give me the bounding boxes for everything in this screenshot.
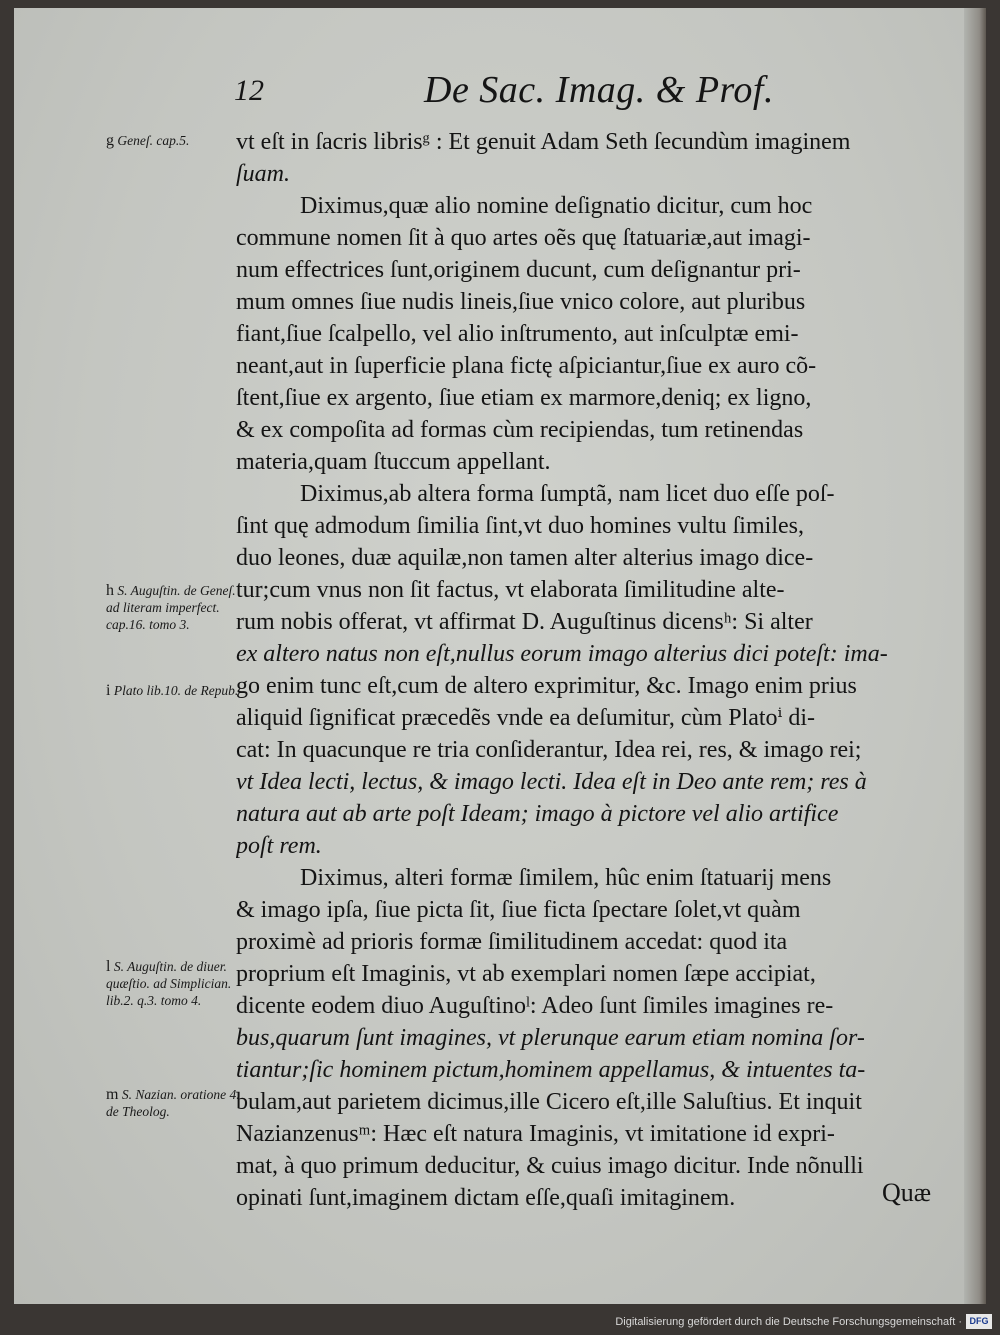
- text-line: proximè ad prioris formæ ſimilitudinem accedat: quod ita: [236, 929, 788, 955]
- text-line: ex altero natus non eſt,nullus eorum imago alterius dici poteſt: ima-: [236, 641, 888, 667]
- text-line: Diximus,quæ alio nomine deſignatio dicitur, cum hoc: [300, 193, 813, 219]
- text-line: proprium eſt Imaginis, vt ab exemplari nomen ſæpe accipiat,: [236, 961, 816, 987]
- catchword: Quæ: [882, 1178, 932, 1207]
- page-edge: [964, 8, 986, 1304]
- text-line: ſuam.: [236, 161, 290, 187]
- text-line: Diximus, alteri formæ ſimilem, hûc enim ſtatuarij mens: [300, 865, 832, 891]
- text-line: commune nomen ſit à quo artes oẽs quę ſtatuariæ,aut imagi-: [236, 225, 811, 251]
- body-text: [236, 126, 948, 1214]
- running-title: De Sac. Imag. & Prof.: [424, 69, 774, 111]
- text-line: vt eſt in ſacris librisᵍ : Et genuit Adam Seth ſecundùm imaginem: [236, 129, 851, 155]
- margin-note-l: l S. Auguſtin. de diuer. quæſtio. ad Simplician. lib.2. q.3. tomo 4.: [106, 958, 232, 1008]
- text-line: tur;cum vnus non ſit factus, vt elaborata ſimilitudine alte-: [236, 577, 785, 603]
- text-line: & imago ipſa, ſiue picta ſit, ſiue ficta ſpectare ſolet,vt quàm: [236, 897, 801, 923]
- text-line: bus,quarum ſunt imagines, vt plerunque earum etiam nomina ſor-: [236, 1025, 865, 1051]
- text-line: materia,quam ſtuccum appellant.: [236, 449, 551, 475]
- book-page: [14, 8, 986, 1304]
- text-line: ſtent,ſiue ex argento, ſiue etiam ex marmore,deniq; ex ligno,: [236, 385, 812, 411]
- dfg-logo: DFG: [966, 1314, 992, 1329]
- text-line: rum nobis offerat, vt affirmat D. Auguſtinus dicensʰ: Si alter: [236, 609, 813, 635]
- margin-note-g: g Geneſ. cap.5.: [106, 132, 190, 149]
- digitization-footer: [0, 1310, 1000, 1335]
- margin-note-i: i Plato lib.10. de Repub.: [106, 682, 239, 699]
- text-line: mat, à quo primum deducitur, & cuius imago dicitur. Inde nõnulli: [236, 1153, 864, 1179]
- text-line: natura aut ab arte poſt Ideam; imago à pictore vel alio artifice: [236, 801, 839, 827]
- text-line: dicente eodem diuo Auguſtinoˡ: Adeo ſunt ſimiles imagines re-: [236, 993, 834, 1019]
- text-line: opinati ſunt,imaginem dictam eſſe,quaſi imitaginem.: [236, 1185, 736, 1211]
- text-line: bulam,aut parietem dicimus,ille Cicero eſt,ille Saluſtius. Et inquit: [236, 1089, 862, 1115]
- page-header: [234, 68, 954, 120]
- margin-note-h: h S. Auguſtin. de Geneſ. ad literam imperfect. cap.16. tomo 3.: [106, 582, 236, 632]
- text-line: vt Idea lecti, lectus, & imago lecti. Idea eſt in Deo ante rem; res à: [236, 769, 867, 795]
- text-line: Diximus,ab altera forma ſumptã, nam licet duo eſſe poſ-: [300, 481, 835, 507]
- margin-note-m: m S. Nazian. oratione 4. de Theolog.: [106, 1086, 240, 1119]
- text-line: tiantur;ſic hominem pictum,hominem appellamus, & intuentes ta-: [236, 1057, 866, 1083]
- text-line: neant,aut in ſuperficie plana fictę aſpiciantur,ſiue ex auro cõ-: [236, 353, 817, 379]
- text-line: & ex compoſita ad formas cùm recipiendas, tum retinendas: [236, 417, 804, 443]
- text-line: mum omnes ſiue nudis lineis,ſiue vnico colore, aut pluribus: [236, 289, 806, 315]
- page-number: 12: [234, 74, 264, 107]
- text-line: aliquid ſignificat præcedẽs vnde ea deſumitur, cùm Platoⁱ di-: [236, 705, 816, 731]
- footer-credit: Digitalisierung gefördert durch die Deutsche Forschungsgemeinschaft ·: [615, 1316, 962, 1328]
- text-line: Nazianzenusᵐ: Hæc eſt natura Imaginis, vt imitatione id expri-: [236, 1121, 835, 1147]
- text-line: cat: In quacunque re tria conſiderantur, Idea rei, res, & imago rei;: [236, 737, 862, 763]
- text-line: go enim tunc eſt,cum de altero exprimitur, &c. Imago enim prius: [236, 673, 857, 699]
- text-line: num effectrices ſunt,originem ducunt, cum deſignantur pri-: [236, 257, 801, 283]
- text-line: ſint quę admodum ſimilia ſint,vt duo homines vultu ſimiles,: [236, 513, 804, 539]
- text-line: fiant,ſiue ſcalpello, vel alio inſtrumento, aut inſculptæ emi-: [236, 321, 799, 347]
- text-line: poſt rem.: [236, 833, 322, 859]
- text-line: duo leones, duæ aquilæ,non tamen alter alterius imago dice-: [236, 545, 814, 571]
